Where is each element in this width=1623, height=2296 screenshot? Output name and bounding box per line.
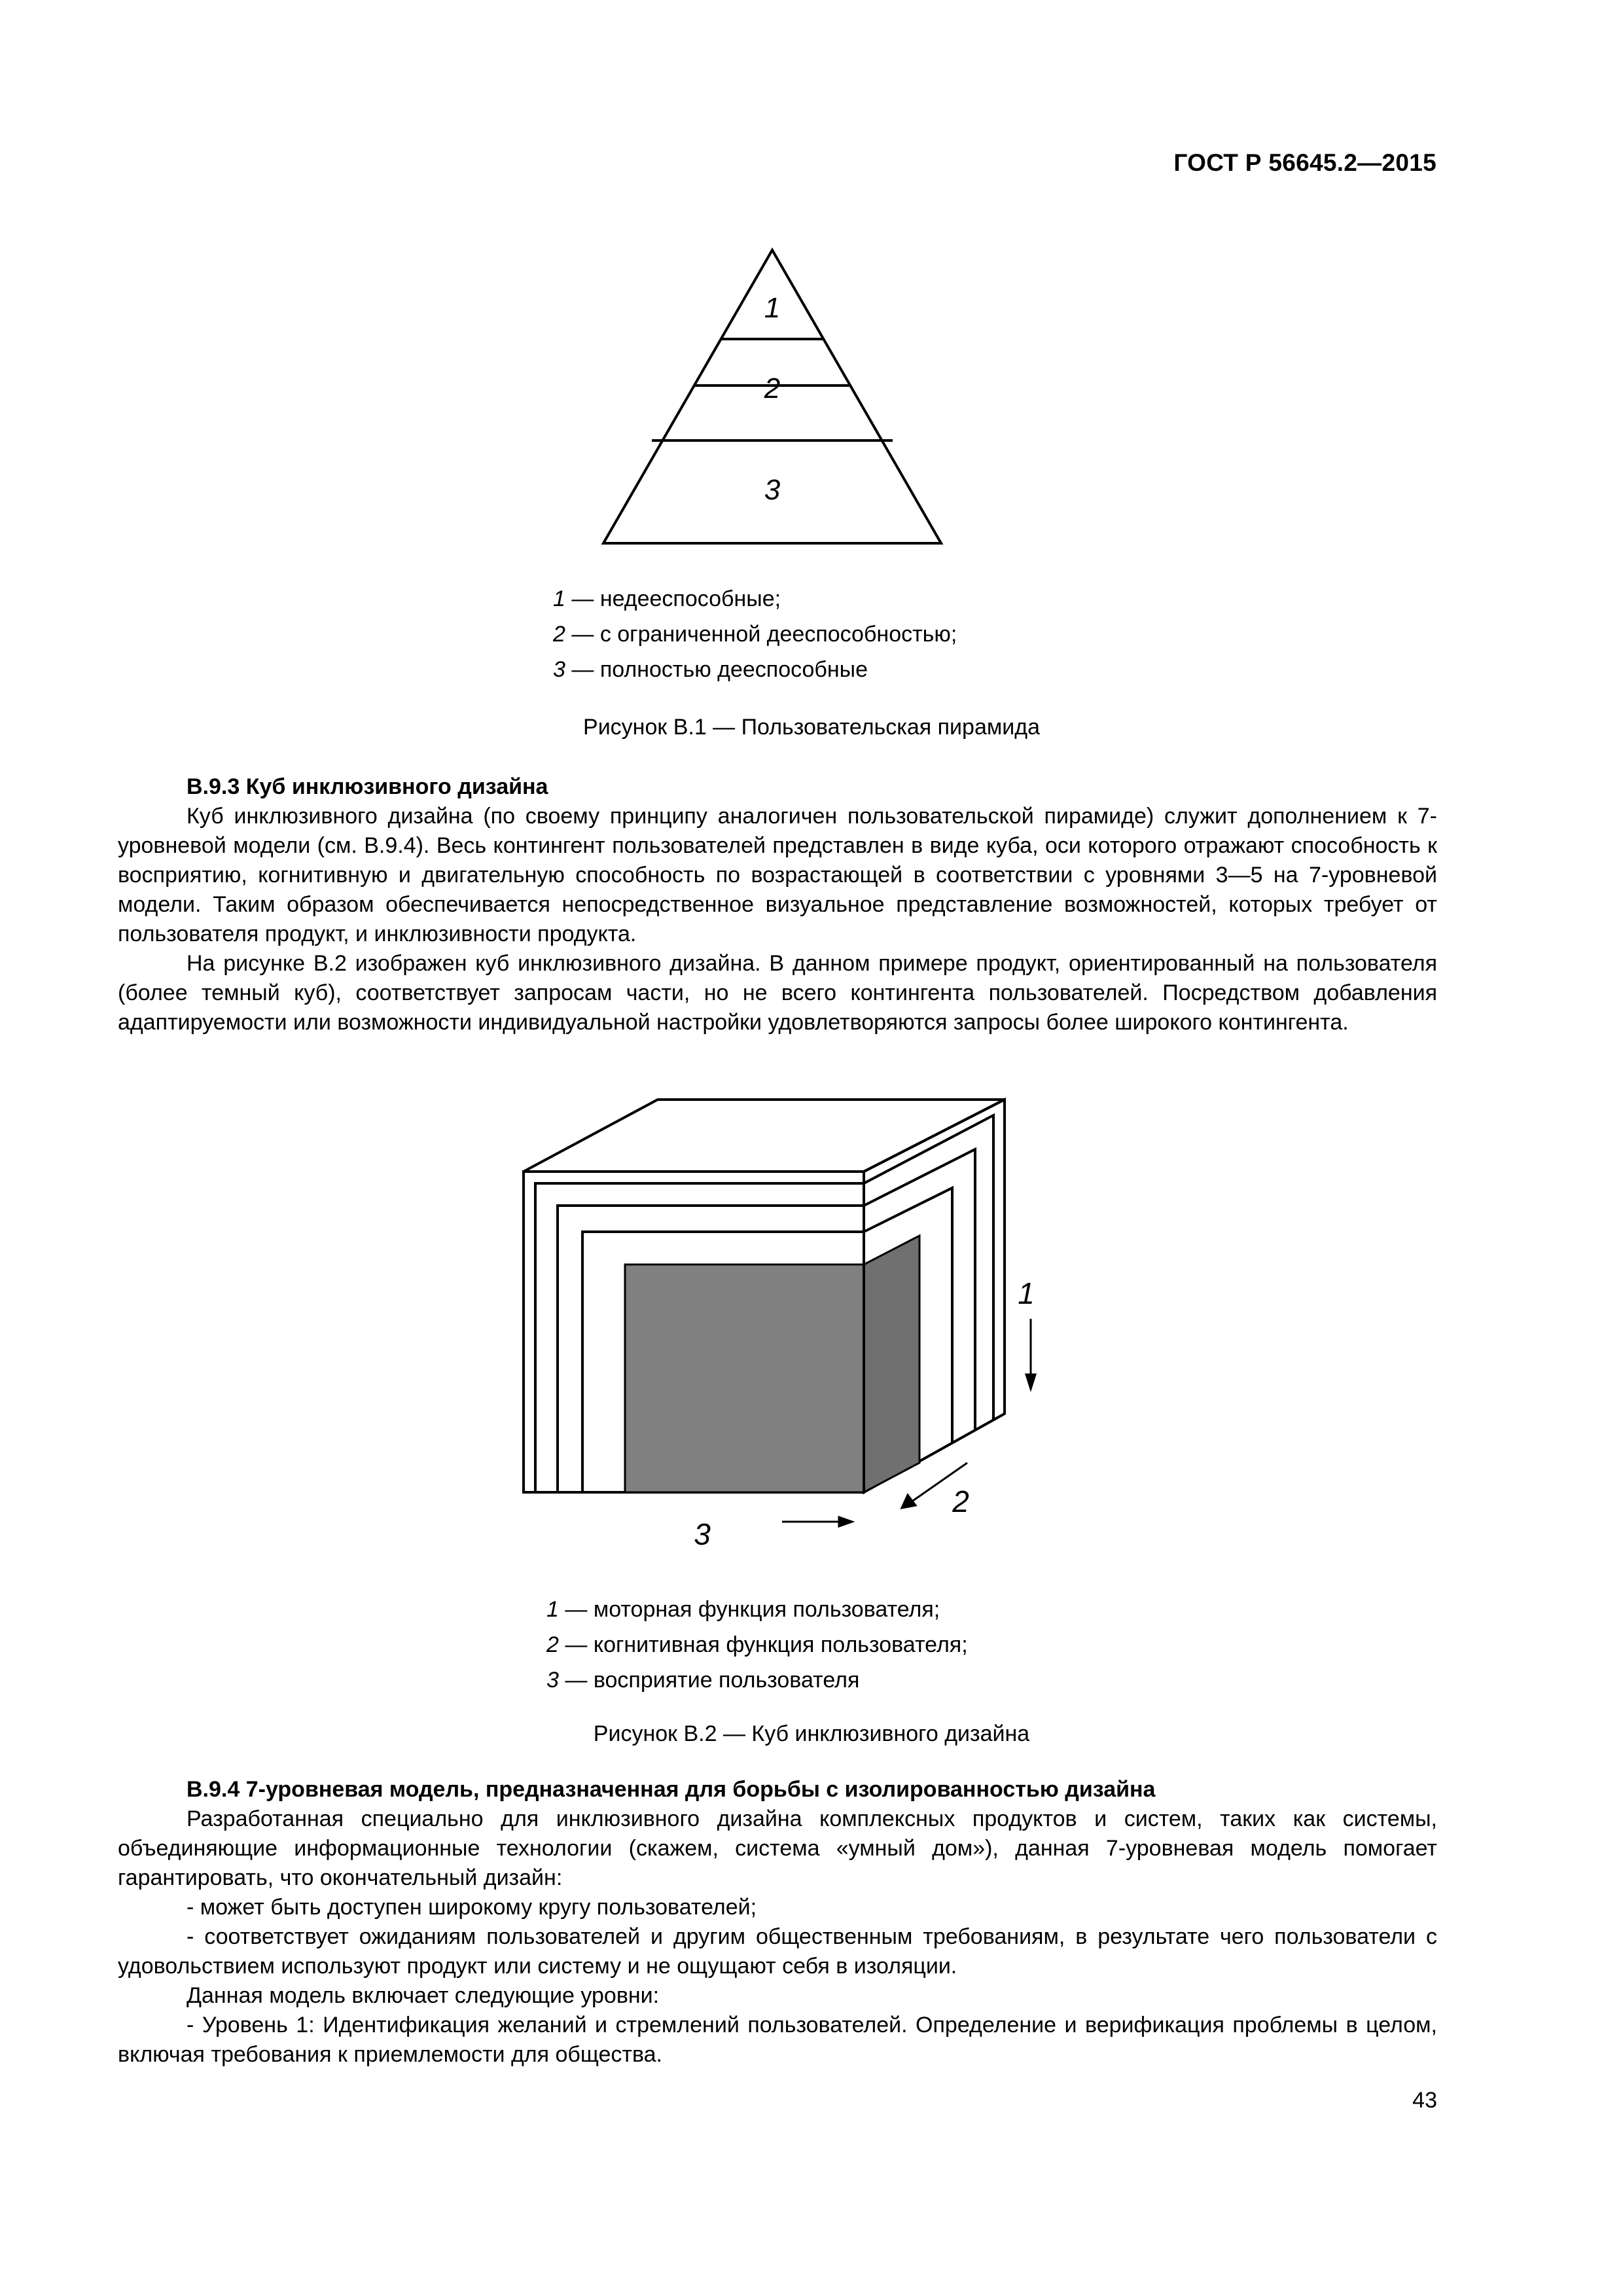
legend-number: 2 [546, 1632, 559, 1657]
bullet-item: - может быть доступен широкому кругу пользователей; [187, 1895, 757, 1920]
level-item: - Уровень 1: Идентификация желаний и стремлений пользователей. Определение и верификация проблемы в целом, включая требования к приемлемости для общества. [118, 2013, 1437, 2067]
section-b93 [118, 772, 1437, 1037]
legend-number: 2 [553, 622, 565, 647]
section-heading: В.9.4 7-уровневая модель, предназначенная для борьбы с изолированностью дизайна [187, 1777, 1156, 1802]
page-number: 43 [1412, 2088, 1437, 2113]
figure1-legend [553, 581, 957, 687]
axis-label-3: 3 [694, 1517, 711, 1551]
legend-item [546, 1627, 968, 1662]
legend-text: — когнитивная функция пользователя; [558, 1632, 968, 1657]
legend-number: 3 [546, 1668, 559, 1693]
pyramid-level-1: 1 [764, 292, 781, 324]
pyramid-level-3: 3 [764, 474, 781, 506]
bullet-item: - соответствует ожиданиям пользователей и другим общественным требованиям, в результате чего пользователи с удовольствием используют продукт или систему и не ощущают себя в изоляции. [118, 1924, 1437, 1979]
legend-item [546, 1592, 968, 1627]
legend-text: — с ограниченной дееспособностью; [565, 622, 957, 647]
pyramid-level-2: 2 [764, 372, 781, 404]
legend-item [546, 1662, 968, 1698]
section-b94 [118, 1775, 1437, 2070]
legend-item [553, 617, 957, 652]
legend-item [553, 652, 957, 687]
paragraph: Куб инклюзивного дизайна (по своему принципу аналогичен пользовательской пирамиде) служит дополнением к 7-уровневой модели (см. В.9.4). Весь контингент пользователей представлен в виде куба, оси которого отражают способность к восприятию, когнитивную и двигательную способность по возрастающей в соответствии с уровнями 3—5 на 7-уровневой модели. Таким образом обеспечивается непосредственное визуальное представление возможностей, которых требует от пользователя продукт, и инклюзивности продукта. [118, 804, 1437, 946]
legend-number: 1 [546, 1597, 559, 1622]
axis-arrow-3 [782, 1517, 852, 1526]
legend-text: — недееспособные; [565, 586, 781, 611]
legend-text: — восприятие пользователя [558, 1668, 860, 1693]
paragraph: Данная модель включает следующие уровни: [187, 1983, 660, 2008]
standard-header: ГОСТ Р 56645.2—2015 [1173, 149, 1436, 176]
axis-label-2: 2 [952, 1484, 969, 1518]
user-pyramid-figure [589, 242, 955, 556]
legend-number: 1 [553, 586, 565, 611]
product-cube-front [625, 1265, 864, 1492]
section-heading: В.9.3 Куб инклюзивного дизайна [187, 774, 548, 799]
paragraph: На рисунке В.2 изображен куб инклюзивного дизайна. В данном примере продукт, ориентированный на пользователя (более темный куб), соответствует запросам части, но не всего контингента пользователей. Посредством добавления адаптируемости или возможности индивидуальной настройки удовлетворяются запросы более широкого контингента. [118, 951, 1437, 1035]
legend-text: — моторная функция пользователя; [558, 1597, 940, 1622]
figure2-legend [546, 1592, 968, 1698]
legend-item [553, 581, 957, 617]
figure1-caption: Рисунок В.1 — Пользовательская пирамида [583, 715, 1040, 740]
figure2-caption: Рисунок В.2 — Куб инклюзивного дизайна [593, 1721, 1030, 1746]
inclusive-design-cube-figure [510, 1086, 1067, 1571]
axis-arrow-1 [1026, 1319, 1035, 1389]
paragraph: Разработанная специально для инклюзивного дизайна комплексных продуктов и систем, таких как системы, объединяющие информационные технологии (скажем, система «умный дом»), данная 7-уровневая модель помогает гарантировать, что окончательный дизайн: [118, 1806, 1437, 1890]
legend-number: 3 [553, 657, 565, 682]
axis-label-1: 1 [1018, 1276, 1035, 1310]
product-cube-side [864, 1236, 919, 1492]
legend-text: — полностью дееспособные [565, 657, 868, 682]
